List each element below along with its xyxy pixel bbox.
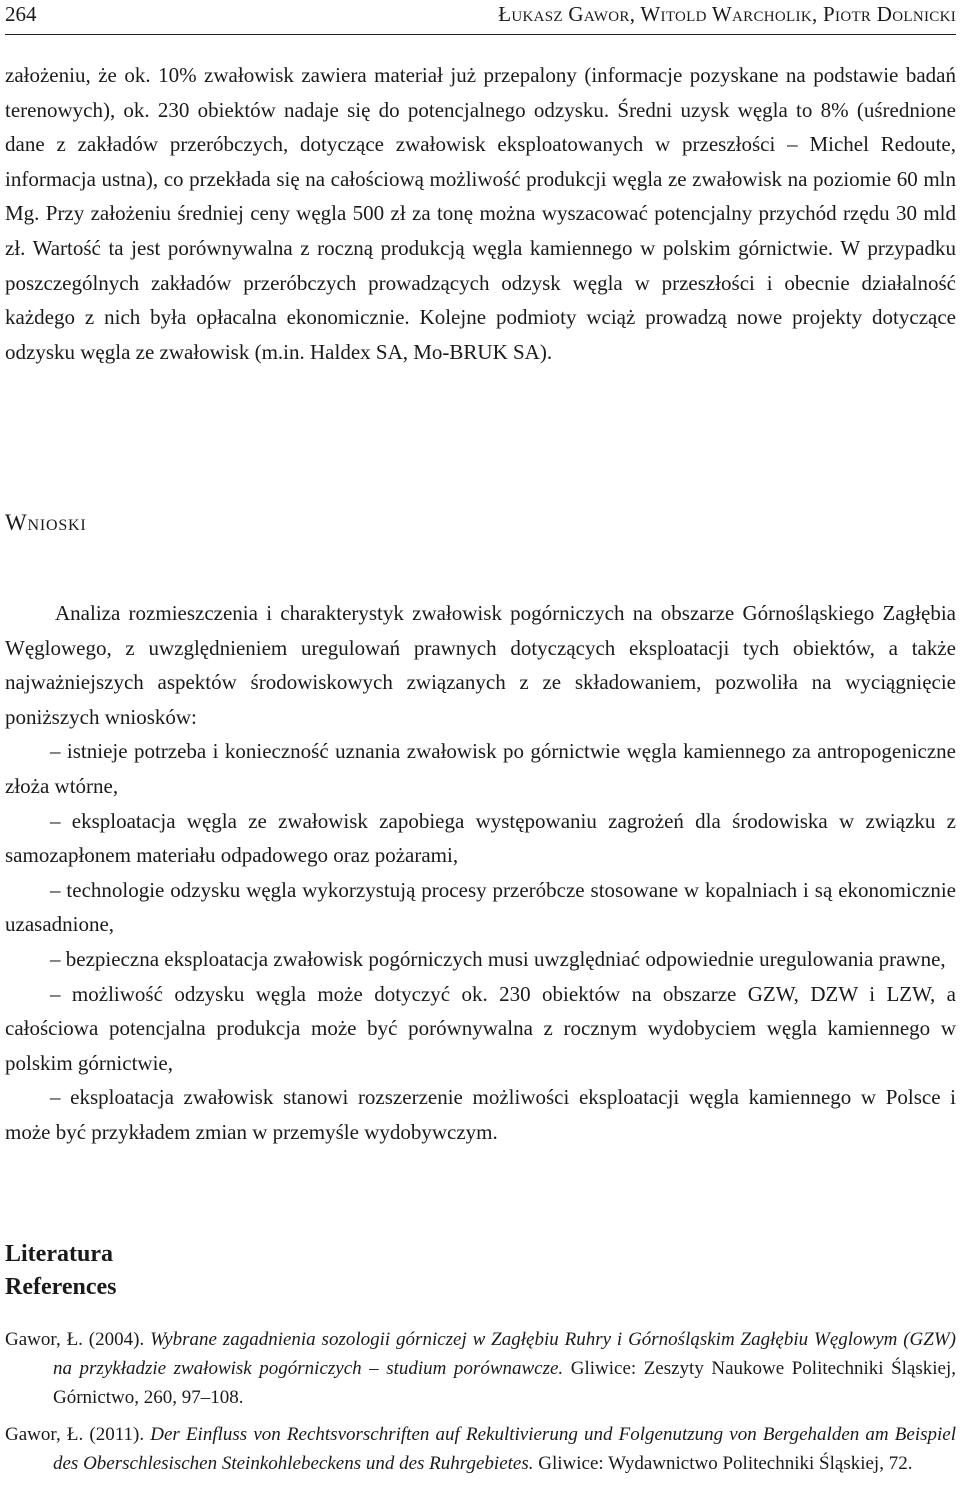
references-heading (5, 1238, 117, 1304)
reference-title: Wybrane zagadnienia sozologii górniczej w Zagłębiu Ruhry i Górnośląskim Zagłębiu Węglowym (GZW) na przykładzie zwałowisk pogórniczych – studium porównawcze. (53, 1329, 956, 1379)
body-text (5, 58, 956, 369)
conclusion-item: – bezpieczna eksploatacja zwałowisk pogórniczych musi uwzględniać odpowiednie uregulowania prawne, (50, 946, 946, 971)
reference-list (5, 1325, 956, 1486)
running-header (5, 2, 956, 35)
body-paragraph: założeniu, że ok. 10% zwałowisk zawiera materiał już przepalony (informacje pozyskane na podstawie badań terenowych), ok. 230 obiektów nadaje się do potencjalnego odzysku. Średni uzysk węgla to 8% (uśrednione dane z zakładów przeróbczych, dotyczące zwałowisk eksploatowanych w przeszłości – Michel Redoute, informacja ustna), co przekłada się na całościową możliwość produkcji węgla ze zwałowisk na poziomie 60 mln Mg. Przy założeniu średniej ceny węgla 500 zł za tonę można wyszacować potencjalny przychód rzędu 30 mld zł. Wartość ta jest porównywalna z roczną produkcją węgla kamiennego w polskim górnictwie. W przypadku poszczególnych zakładów przeróbczych prowadzących odzysk węgla w przeszłości i obecnie działalność każdego z nich była opłacalna ekonomicznie. Kolejne podmioty wciąż prowadzą nowe projekty dotyczące odzysku węgla ze zwałowisk (m.in. Haldex SA, Mo-BRUK SA). (5, 63, 956, 364)
reference-publisher: Gliwice: Wydawnictwo Politechniki Śląskiej, 72. (533, 1453, 913, 1474)
reference-entry (5, 1420, 956, 1478)
conclusion-item: – eksploatacja zwałowisk stanowi rozszerzenie możliwości eksploatacji węgla kamiennego w Polsce i może być przykładem zmian w przemyśle wydobywczym. (5, 1085, 956, 1144)
running-header-authors: Łukasz Gawor, Witold Warcholik, Piotr Dolnicki (498, 2, 956, 26)
section-title-conclusions: Wnioski (5, 510, 87, 535)
reference-author-year: Gawor, Ł. (2004). (5, 1329, 151, 1350)
reference-author-year: Gawor, Ł. (2011). (5, 1424, 151, 1445)
references-heading-en: References (5, 1274, 117, 1300)
page-number: 264 (5, 2, 37, 26)
conclusion-item: – technologie odzysku węgla wykorzystują procesy przeróbcze stosowane w kopalniach i są ekonomicznie uzasadnione, (5, 877, 956, 937)
reference-publisher: Gliwice: Zeszyty Naukowe Politechniki Śląskiej, Górnictwo, 260, 97–108. (53, 1358, 956, 1408)
references-heading-pl: Literatura (5, 1241, 113, 1267)
conclusion-item: – istnieje potrzeba i konieczność uznania zwałowisk po górnictwie węgla kamiennego za antropogeniczne złoża wtórne, (5, 739, 956, 798)
conclusion-item: – eksploatacja węgla ze zwałowisk zapobiega występowaniu zagrożeń dla środowiska w związku z samozapłonem materiału odpadowego oraz pożarami, (5, 808, 956, 868)
reference-title: Der Einfluss von Rechtsvorschriften auf Rekultivierung und Folgenutzung von Bergehalden am Beispiel des Oberschlesischen Steinkohlebeckens und des Ruhrgebietes. (53, 1424, 956, 1474)
reference-entry (5, 1325, 956, 1412)
conclusions-body (5, 596, 956, 1150)
conclusions-intro: Analiza rozmieszczenia i charakterystyk zwałowisk pogórniczych na obszarze Górnośląskiego Zagłębia Węglowego, z uwzględnieniem uregulowań prawnych dotyczących eksploatacji tych obiektów, a także najważniejszych aspektów środowiskowych związanych z ze składowaniem, pozwoliła na wyciągnięcie poniższych wniosków: (5, 601, 956, 729)
conclusion-item: – możliwość odzysku węgla może dotyczyć ok. 230 obiektów na obszarze GZW, DZW i LZW, a całościowa potencjalna produkcja może być porównywalna z rocznym wydobyciem węgla kamiennego w polskim górnictwie, (5, 981, 956, 1075)
